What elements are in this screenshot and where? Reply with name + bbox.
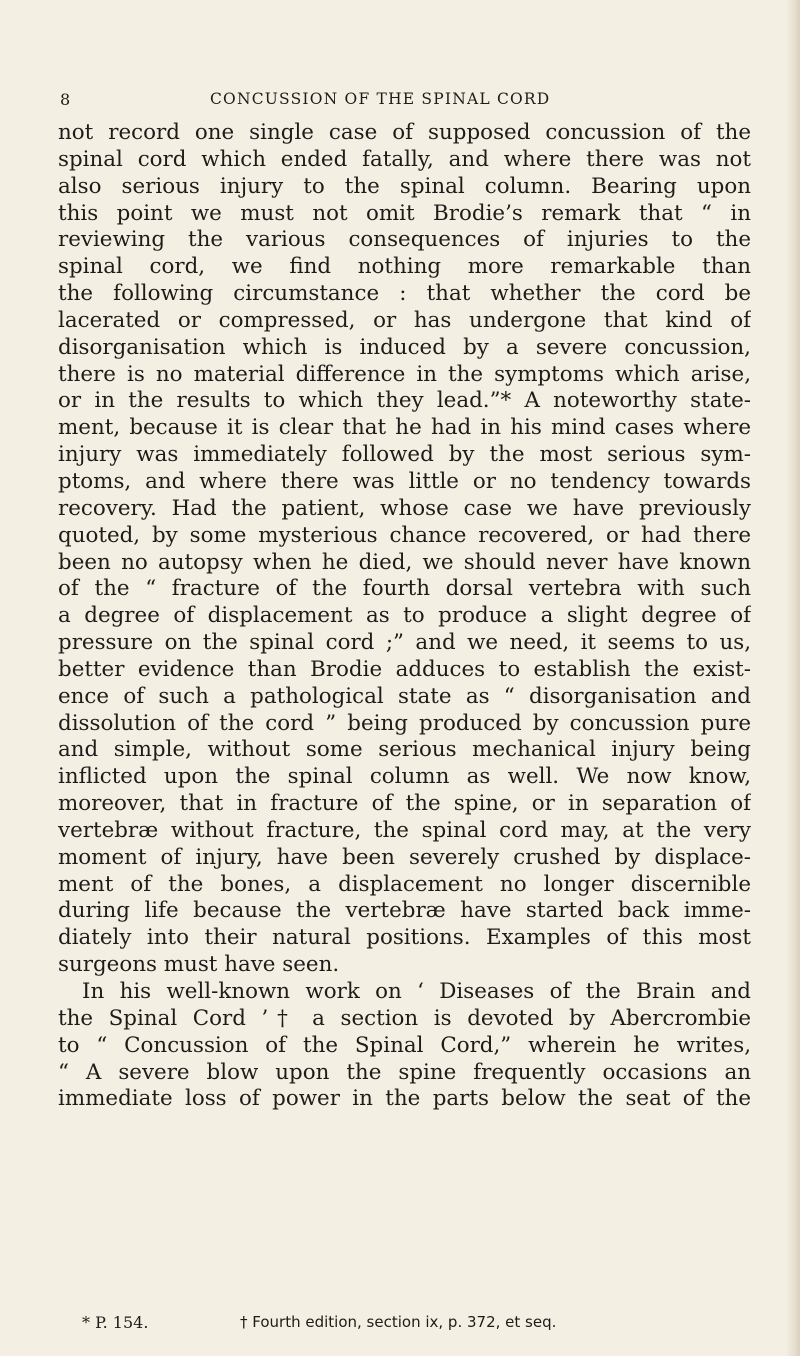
text-line: pressure on the spinal cord ;” and we need, it seems to us, (58, 630, 751, 656)
text-line: immediate loss of power in the parts below the seat of the (58, 1086, 751, 1112)
text-line: In his well-known work on ‘ Diseases of the Brain and (82, 979, 751, 1004)
text-line: or in the results to which they lead.”* A noteworthy state- (58, 388, 751, 414)
text-line: the following circumstance : that whether the cord be (58, 281, 751, 307)
text-line: vertebræ without fracture, the spinal cord may, at the very (58, 817, 751, 843)
text-line: a degree of displacement as to produce a slight degree of (58, 603, 751, 629)
text-line: and simple, without some serious mechanical injury being (58, 737, 751, 763)
text-line: “ A severe blow upon the spine frequently occasions an (58, 1059, 751, 1085)
text-line: surgeons must have seen. (58, 952, 340, 978)
text-line: this point we must not omit Brodie’s remark that “ in (58, 200, 751, 226)
text-line: ment, because it is clear that he had in his mind cases where (58, 415, 751, 441)
text-line: not record one single case of supposed concussion of the (58, 120, 751, 145)
text-line: to “ Concussion of the Spinal Cord,” wherein he writes, (58, 1032, 751, 1058)
text-line: moment of injury, have been severely crushed by displace- (58, 844, 751, 870)
text-line: during life because the vertebræ have started back imme- (58, 898, 751, 924)
text-line: diately into their natural positions. Examples of this most (58, 925, 751, 951)
footnotes (82, 1313, 762, 1337)
footnote-2: † Fourth edition, section ix, p. 372, et seq. (240, 1313, 557, 1331)
footnote-1: * P. 154. (82, 1313, 149, 1332)
text-line: also serious injury to the spinal column. Bearing upon (58, 173, 751, 199)
text-line: moreover, that in fracture of the spine, or in separation of (58, 791, 751, 817)
text-line: spinal cord which ended fatally, and where there was not (58, 146, 751, 172)
page-number: 8 (60, 90, 71, 109)
text-line: quoted, by some mysterious chance recovered, or had there (58, 522, 751, 548)
running-title: CONCUSSION OF THE SPINAL CORD (210, 90, 551, 108)
text-line: better evidence than Brodie adduces to establish the exist- (58, 656, 751, 682)
text-line: ence of such a pathological state as “ disorganisation and (58, 683, 751, 709)
body-text (58, 120, 751, 1113)
text-line: disorganisation which is induced by a severe concussion, (58, 334, 751, 360)
page-edge-shadow (786, 0, 800, 1356)
text-line: been no autopsy when he died, we should never have known (58, 549, 751, 575)
text-line: injury was immediately followed by the most serious sym- (58, 442, 751, 468)
text-line: recovery. Had the patient, whose case we have previously (58, 495, 751, 521)
text-line: of the “ fracture of the fourth dorsal vertebra with such (58, 576, 751, 602)
page-header (0, 90, 800, 112)
text-line: reviewing the various consequences of injuries to the (58, 227, 751, 253)
text-line: inflicted upon the spinal column as well. We now know, (58, 764, 751, 790)
text-line: lacerated or compressed, or has undergone that kind of (58, 307, 751, 333)
text-line: spinal cord, we find nothing more remarkable than (58, 254, 751, 280)
text-line: dissolution of the cord ” being produced by concussion pure (58, 710, 751, 736)
text-line: there is no material difference in the symptoms which arise, (58, 361, 751, 387)
text-line: the Spinal Cord ’† a section is devoted by Abercrombie (58, 1005, 751, 1031)
text-line: ptoms, and where there was little or no tendency towards (58, 468, 751, 494)
text-line: ment of the bones, a displacement no longer discernible (58, 871, 751, 897)
